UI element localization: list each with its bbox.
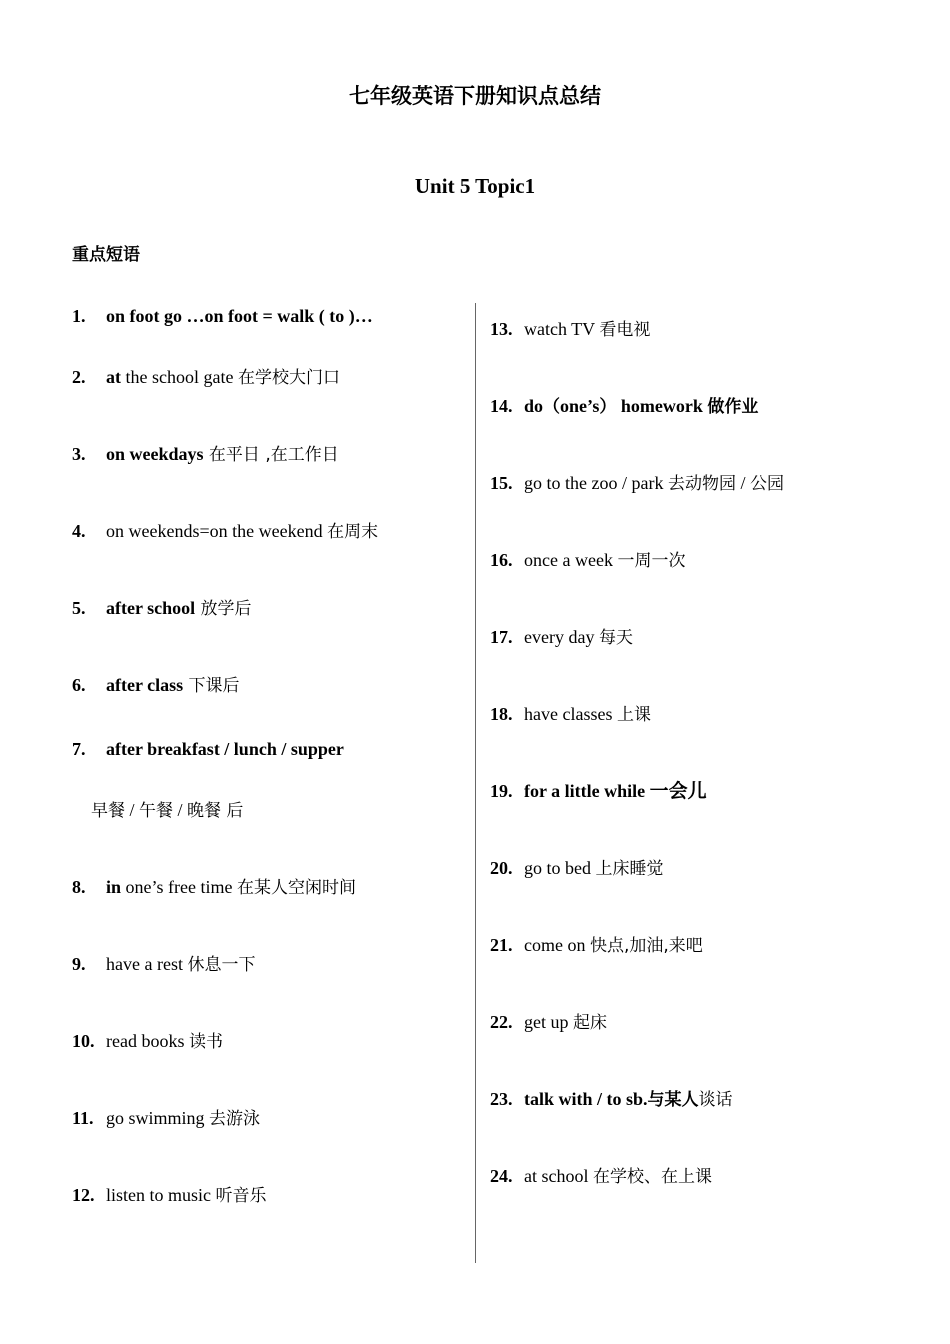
item-number: 10. xyxy=(72,1031,95,1051)
phrase-translation: 一会儿 xyxy=(649,780,707,802)
item-number: 21. xyxy=(490,935,513,955)
item-number: 8. xyxy=(72,877,86,897)
phrase-translation: 公园 xyxy=(749,474,784,494)
item-number: 3. xyxy=(72,444,86,464)
phrase-text: come on xyxy=(524,935,590,955)
phrase-item-17 xyxy=(490,625,633,650)
phrase-text: homework xyxy=(616,396,708,416)
separator: / xyxy=(735,473,750,493)
phrase-translation: 在学校、在上课 xyxy=(593,1167,712,1187)
phrase-translation: 看电视 xyxy=(599,320,651,340)
item-number: 1. xyxy=(72,306,86,326)
phrase-text: every day xyxy=(524,627,599,647)
phrase-translation: 在平日 ,在工作日 xyxy=(203,445,339,465)
column-divider xyxy=(475,303,476,1263)
section-heading: 重点短语 xyxy=(72,245,140,265)
phrase-text: after school xyxy=(106,598,196,618)
phrase-translation: 每天 xyxy=(598,628,633,648)
item-number: 12. xyxy=(72,1185,95,1205)
item-number: 4. xyxy=(72,521,86,541)
phrase-text: get up xyxy=(524,1012,573,1032)
phrase-translation: 做作业 xyxy=(707,397,759,417)
phrase-text: have a rest xyxy=(106,954,188,974)
item-number: 6. xyxy=(72,675,86,695)
phrase-text: for a little while xyxy=(524,781,650,801)
phrase-text: on weekends=on the weekend xyxy=(106,521,328,541)
phrase-text: read books xyxy=(106,1031,189,1051)
item-number: 22. xyxy=(490,1012,513,1032)
item-number: 20. xyxy=(490,858,513,878)
phrase-translation: 在某人空闲时间 xyxy=(236,878,356,898)
phrase-text: do xyxy=(524,396,544,416)
phrase-translation: 读书 xyxy=(188,1032,223,1052)
phrase-item-19 xyxy=(490,779,707,803)
phrase-text: go swimming xyxy=(106,1108,210,1128)
unit-title: Unit 5 Topic1 xyxy=(414,174,536,198)
item-number: 7. xyxy=(72,739,86,759)
phrase-text: after class xyxy=(106,675,184,695)
phrase-item-4 xyxy=(72,519,378,544)
phrase-item-16 xyxy=(490,548,685,573)
phrase-text: one’s xyxy=(560,396,600,416)
item-number: 24. xyxy=(490,1166,513,1186)
item-number: 13. xyxy=(490,319,513,339)
phrase-translation: 与某人 xyxy=(647,1090,699,1110)
phrase-item-10 xyxy=(72,1029,223,1054)
phrase-item-3 xyxy=(72,442,339,467)
item-number: 17. xyxy=(490,627,513,647)
separator: / xyxy=(173,800,188,820)
phrase-item-18 xyxy=(490,702,651,727)
phrase-translation: 早餐 xyxy=(91,801,125,821)
separator: / xyxy=(125,800,140,820)
phrase-text: in xyxy=(106,877,122,897)
item-number: 11. xyxy=(72,1108,94,1128)
phrase-text: once a week xyxy=(524,550,618,570)
phrase-item-12 xyxy=(72,1183,267,1208)
item-number: 14. xyxy=(490,396,513,416)
phrase-item-23 xyxy=(490,1087,733,1112)
phrase-item-1 xyxy=(72,304,373,328)
item-number: 9. xyxy=(72,954,86,974)
phrase-item-7-translation xyxy=(91,798,243,823)
phrase-translation: 晚餐 后 xyxy=(187,801,244,821)
item-number: 23. xyxy=(490,1089,513,1109)
phrase-item-22 xyxy=(490,1010,607,1035)
phrase-text: one’s free time xyxy=(121,877,237,897)
phrase-translation: 快点,加油,来吧 xyxy=(589,936,703,956)
document-title: 七年级英语下册知识点总结 xyxy=(349,84,601,108)
item-number: 16. xyxy=(490,550,513,570)
phrase-item-24 xyxy=(490,1164,712,1189)
item-number: 19. xyxy=(490,781,513,801)
phrase-translation: 上床睡觉 xyxy=(595,859,664,879)
phrase-item-21 xyxy=(490,933,703,958)
phrase-translation: 上课 xyxy=(616,705,651,725)
phrase-item-15 xyxy=(490,471,784,496)
phrase-translation: 听音乐 xyxy=(215,1186,267,1206)
phrase-item-8 xyxy=(72,875,356,900)
phrase-text: listen to music xyxy=(106,1185,216,1205)
phrase-text: on weekdays xyxy=(106,444,204,464)
item-number: 2. xyxy=(72,367,86,387)
phrase-translation: 起床 xyxy=(573,1013,607,1033)
phrase-text: watch TV xyxy=(524,319,600,339)
phrase-translation: 午餐 xyxy=(139,801,174,821)
paren: （ xyxy=(543,397,561,417)
phrase-item-11 xyxy=(72,1106,260,1131)
phrase-item-5 xyxy=(72,596,252,621)
item-number: 18. xyxy=(490,704,513,724)
phrase-item-14 xyxy=(490,394,758,419)
item-number: 15. xyxy=(490,473,513,493)
phrase-item-9 xyxy=(72,952,255,977)
phrase-text: on foot go …on foot = walk ( to )… xyxy=(106,306,373,326)
item-number: 5. xyxy=(72,598,86,618)
phrase-translation: 谈话 xyxy=(698,1090,733,1110)
phrase-translation: 去动物园 xyxy=(667,474,736,494)
phrase-translation: 下课后 xyxy=(183,676,240,696)
paren: ） xyxy=(599,397,617,417)
phrase-text: after breakfast / lunch / supper xyxy=(106,739,344,759)
phrase-text: talk with / to sb. xyxy=(524,1089,648,1109)
phrase-text: go to the zoo / park xyxy=(524,473,668,493)
phrase-item-2 xyxy=(72,365,340,390)
phrase-translation: 在学校大门口 xyxy=(237,368,340,388)
phrase-item-6 xyxy=(72,673,240,698)
phrase-item-13 xyxy=(490,317,650,342)
phrase-text: go to bed xyxy=(524,858,596,878)
phrase-translation: 在周末 xyxy=(327,522,379,542)
phrase-translation: 一周一次 xyxy=(617,551,686,571)
phrase-text: at xyxy=(106,367,121,387)
phrase-translation: 放学后 xyxy=(195,599,252,619)
phrase-item-20 xyxy=(490,856,664,881)
phrase-translation: 去游泳 xyxy=(209,1109,261,1129)
phrase-text: at school xyxy=(524,1166,593,1186)
phrase-item-7 xyxy=(72,737,344,761)
phrase-text: the school gate xyxy=(121,367,238,387)
phrase-text: have classes xyxy=(524,704,617,724)
phrase-translation: 休息一下 xyxy=(187,955,256,975)
